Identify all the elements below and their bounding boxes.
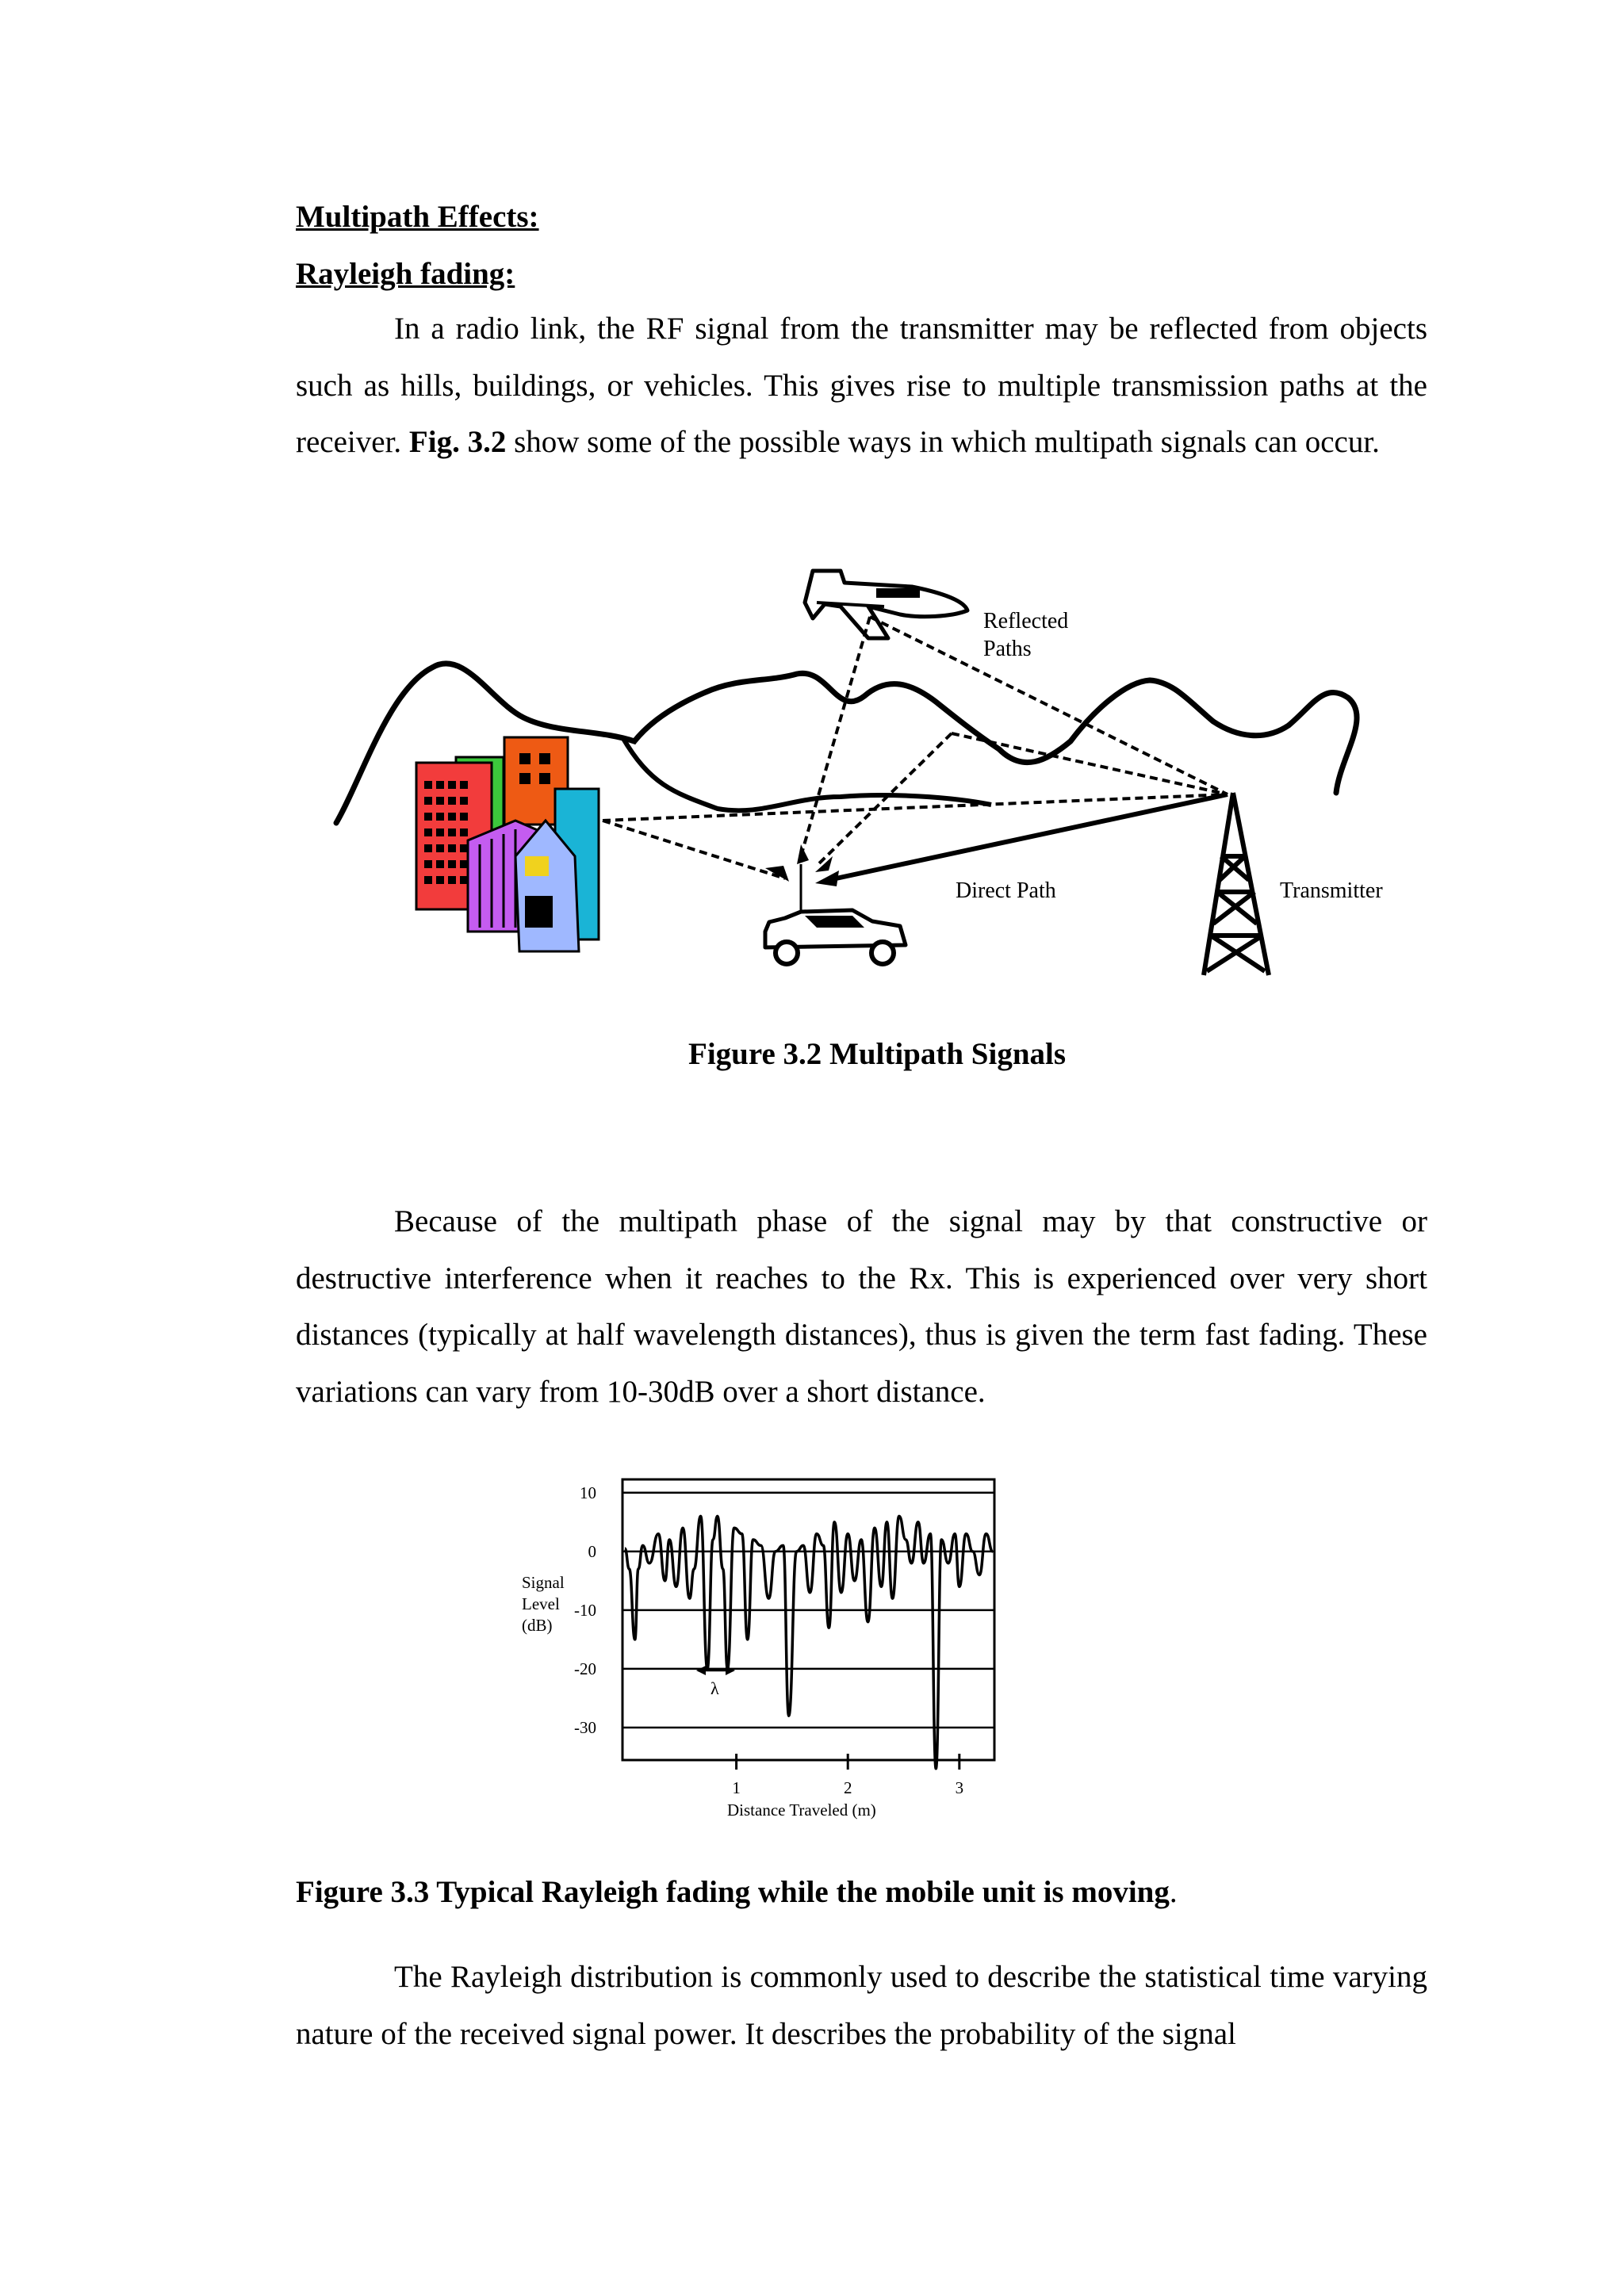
lambda-label: λ bbox=[710, 1678, 719, 1698]
paragraph-intro bbox=[296, 300, 1427, 471]
figure-3-3-caption-text: Figure 3.3 Typical Rayleigh fading while the mobile unit is moving bbox=[296, 1875, 1170, 1909]
multipath-illustration bbox=[325, 555, 1411, 991]
wavelength-marker bbox=[696, 1666, 735, 1698]
valley-line bbox=[622, 737, 991, 810]
transmitter-tower-icon bbox=[1204, 793, 1269, 975]
chart-y-ticks bbox=[574, 1483, 596, 1737]
x-tick-label: 2 bbox=[843, 1778, 852, 1797]
airplane-icon bbox=[805, 571, 967, 638]
y-tick-label: -20 bbox=[574, 1659, 596, 1678]
paragraph-intro-text-a: In a radio link, the RF signal from the transmitter may be reflected from objects such as hills, buildings, or vehicles. This gives rise to multiple transmission paths at the receiver. bbox=[296, 312, 1427, 459]
section-subtitle: Rayleigh fading: bbox=[296, 257, 515, 291]
x-tick-label: 3 bbox=[955, 1778, 964, 1797]
paragraph-rayleigh-text: The Rayleigh distribution is commonly used to describe the statistical time varying nature of the received signal power. It describes the probability of the signal bbox=[296, 1960, 1427, 2051]
y-tick-label: -10 bbox=[574, 1600, 596, 1620]
paragraph-rayleigh bbox=[296, 1949, 1427, 2062]
paragraph-multipath bbox=[296, 1193, 1427, 1420]
reflected-label: Reflected bbox=[983, 609, 1069, 633]
figure-reference: Fig. 3.2 bbox=[408, 425, 507, 459]
reflected-paths bbox=[603, 617, 1228, 878]
y-tick-label: 0 bbox=[588, 1541, 596, 1561]
paths-label: Paths bbox=[983, 637, 1032, 661]
figure-3-2-caption: Figure 3.2 Multipath Signals bbox=[688, 1037, 1067, 1071]
y-axis-label-line-3: (dB) bbox=[522, 1616, 553, 1635]
figure-3-3-caption bbox=[296, 1869, 1178, 1916]
direct-path-label: Direct Path bbox=[956, 878, 1056, 903]
y-axis-label-line-2: Level bbox=[522, 1594, 560, 1613]
signal-level-line bbox=[625, 1516, 993, 1768]
paragraph-multipath-text: Because of the multipath phase of the signal may by that constructive or destructive interference when it reaches to the Rx. This is experienced over very short distances (typically at half wavelength distances), thus is given the term fast fading. These variations can vary from 10-30dB over a short distance. bbox=[296, 1204, 1427, 1409]
paragraph-intro-text-b: show some of the possible ways in which multipath signals can occur. bbox=[506, 425, 1380, 459]
y-axis-label-line-1: Signal bbox=[522, 1573, 565, 1592]
x-tick-label: 1 bbox=[732, 1778, 741, 1797]
figure-3-3-caption-tail: . bbox=[1169, 1875, 1178, 1909]
x-axis-label: Distance Traveled (m) bbox=[727, 1800, 876, 1820]
transmitter-label: Transmitter bbox=[1280, 878, 1383, 903]
y-tick-label: -30 bbox=[574, 1717, 596, 1737]
y-tick-label: 10 bbox=[580, 1483, 596, 1502]
section-title: Multipath Effects: bbox=[296, 200, 539, 234]
city-buildings-icon bbox=[416, 737, 599, 951]
rayleigh-fading-chart bbox=[508, 1459, 1015, 1831]
